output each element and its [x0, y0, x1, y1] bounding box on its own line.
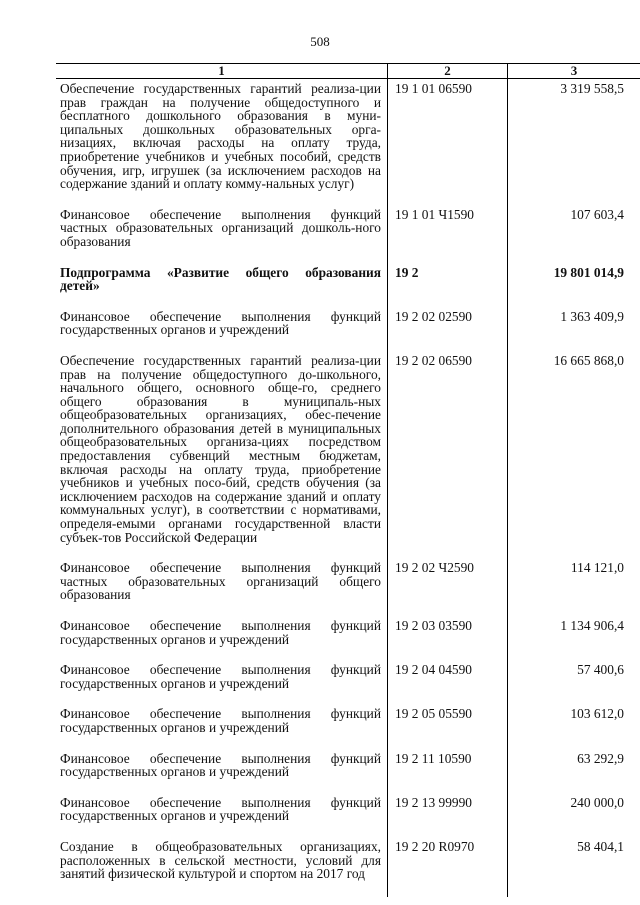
- row-amount: 1 134 906,4: [507, 616, 640, 646]
- row-code: 19 1 01 Ч1590: [387, 205, 507, 249]
- table-header: [56, 63, 640, 79]
- row-code: 19 2 05 05590: [387, 704, 507, 734]
- row-amount: 63 292,9: [507, 749, 640, 779]
- row-amount: 1 363 409,9: [507, 307, 640, 337]
- row-code: 19 2 02 Ч2590: [387, 558, 507, 602]
- row-name: Финансовое обеспечение выполнения функций государственных органов и учреждений: [60, 618, 381, 647]
- row-amount: 3 319 558,5: [507, 79, 640, 191]
- header-col-2: 2: [387, 64, 507, 78]
- table-row: [56, 79, 640, 191]
- row-name: Финансовое обеспечение выполнения функций государственных органов и учреждений: [60, 794, 381, 824]
- row-spacer: [56, 823, 640, 837]
- row-name: Подпрограмма «Развитие общего образования детей»: [60, 264, 381, 294]
- table-row: [56, 558, 640, 602]
- table-row: [56, 205, 640, 249]
- row-amount: 114 121,0: [507, 558, 640, 602]
- row-spacer: [56, 191, 640, 205]
- row-spacer: [56, 337, 640, 351]
- row-name: Финансовое обеспечение выполнения функций государственных органов и учреждений: [60, 308, 381, 338]
- subprogram-row: [56, 263, 640, 293]
- row-amount: 103 612,0: [507, 704, 640, 734]
- table-row: [56, 351, 640, 544]
- row-code: 19 2 02 06590: [387, 351, 507, 544]
- budget-table: [56, 63, 640, 897]
- row-name: Финансовое обеспечение выполнения функций частных образовательных организаций общего образования: [60, 560, 381, 603]
- row-spacer: [56, 690, 640, 704]
- table-row: [56, 837, 640, 881]
- row-spacer: [56, 646, 640, 660]
- row-code: 19 2: [387, 263, 507, 293]
- table-row: [56, 704, 640, 734]
- row-name: Обеспечение государственных гарантий реализа-ции прав граждан на получение общедоступного и бесплатного дошкольного образования в муни-ципальных дошкольных образовательных орга-низациях, включая расходы на оплату труда, приобретение учебников и учебных пособий, средств обучения, игр, игрушек (за исключением расходов на содержание зданий и оплату комму-нальных услуг): [60, 81, 381, 192]
- row-name: Создание в общеобразовательных организациях, расположенных в сельской местности, условий для занятий физической культурой и спортом на 2017 год: [60, 838, 381, 882]
- row-spacer: [56, 602, 640, 616]
- row-amount: 107 603,4: [507, 205, 640, 249]
- table-row: [56, 616, 640, 646]
- table-row: [56, 307, 640, 337]
- row-name: Финансовое обеспечение выполнения функций частных образовательных организаций дошколь-ного образования: [60, 206, 381, 249]
- header-col-3: 3: [507, 64, 640, 78]
- row-code: 19 2 03 03590: [387, 616, 507, 646]
- row-name: Финансовое обеспечение выполнения функций государственных органов и учреждений: [60, 662, 381, 691]
- row-amount: 240 000,0: [507, 793, 640, 823]
- row-amount: 57 400,6: [507, 660, 640, 690]
- row-code: 19 1 01 06590: [387, 79, 507, 191]
- page-number: 508: [310, 34, 330, 49]
- row-code: 19 2 20 R0970: [387, 837, 507, 881]
- row-amount: 16 665 868,0: [507, 351, 640, 544]
- row-code: 19 2 02 02590: [387, 307, 507, 337]
- table-row: [56, 749, 640, 779]
- row-spacer: [56, 779, 640, 793]
- row-amount: 58 404,1: [507, 837, 640, 881]
- row-name: Финансовое обеспечение выполнения функций государственных органов и учреждений: [60, 706, 381, 735]
- row-spacer: [56, 249, 640, 263]
- row-spacer: [56, 293, 640, 307]
- row-amount: 19 801 014,9: [507, 263, 640, 293]
- row-code: 19 2 04 04590: [387, 660, 507, 690]
- row-spacer: [56, 881, 640, 897]
- row-spacer: [56, 735, 640, 749]
- row-code: 19 2 11 10590: [387, 749, 507, 779]
- row-spacer: [56, 544, 640, 558]
- header-col-1: 1: [218, 63, 225, 78]
- row-name: Обеспечение государственных гарантий реализа-ции прав на получение общедоступного до-школьного, начального общего, основного обще-го, среднего общего образования в муниципаль-ных общеобразовательных организациях, обес-печение дополнительного образования детей в муниципальных общеобразовательных организа-циях посредством предоставления субвенций местным бюджетам, включая расходы на оплату труда, приобретение учебников и учебных посо-бий, средств обучения (за исключением расходов на содержание зданий и оплату коммунальных услуг), в соответствии с нормативами, определя-емыми органами государственной власти субъек-тов Российской Федерации: [60, 352, 381, 545]
- table-row: [56, 660, 640, 690]
- row-code: 19 2 13 99990: [387, 793, 507, 823]
- table-row: [56, 793, 640, 823]
- row-name: Финансовое обеспечение выполнения функций государственных органов и учреждений: [60, 750, 381, 780]
